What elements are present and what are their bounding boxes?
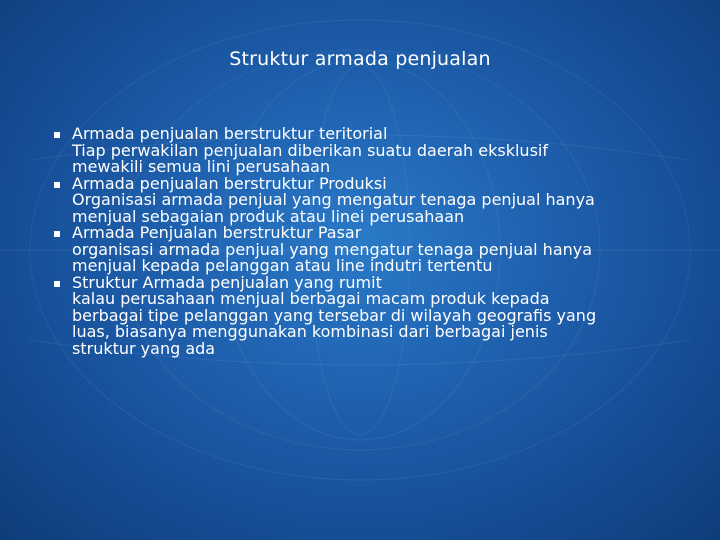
slide-title: Struktur armada penjualan: [229, 48, 491, 70]
list-item: [52, 173, 672, 226]
bullet-list: [52, 126, 672, 357]
list-item: [52, 126, 672, 176]
square-bullet-icon: [54, 231, 60, 237]
item-heading: Armada penjualan berstruktur teritorial: [72, 124, 388, 143]
item-body-line: menjual kepada pelanggan atau line indutri tertentu: [72, 256, 493, 275]
item-heading: Armada penjualan berstruktur Produksi: [72, 173, 387, 193]
item-body-line: menjual sebagaian produk atau linei perusahaan: [72, 206, 465, 226]
item-body-line: berbagai tipe pelanggan yang tersebar di wilayah geografis yang: [72, 305, 597, 325]
item-body-line: Tiap perwakilan penjualan diberikan suatu daerah eksklusif: [72, 140, 548, 160]
item-body-line: struktur yang ada: [72, 338, 216, 358]
item-body-line: Organisasi armada penjual yang mengatur tenaga penjual hanya: [72, 190, 595, 209]
item-body-line: organisasi armada penjual yang mengatur tenaga penjual hanya: [72, 239, 593, 259]
item-body-line: kalau perusahaan menjual berbagai macam produk kepada: [72, 289, 550, 308]
square-bullet-icon: [54, 132, 60, 138]
square-bullet-icon: [54, 281, 60, 287]
item-heading: Struktur Armada penjualan yang rumit: [72, 272, 382, 292]
list-item: [52, 272, 672, 358]
list-item: [52, 225, 672, 275]
item-body-line: luas, biasanya menggunakan kombinasi dari berbagai jenis: [72, 322, 548, 341]
square-bullet-icon: [54, 182, 60, 188]
item-body-line: mewakili semua lini perusahaan: [72, 157, 331, 176]
item-heading: Armada Penjualan berstruktur Pasar: [72, 223, 362, 242]
